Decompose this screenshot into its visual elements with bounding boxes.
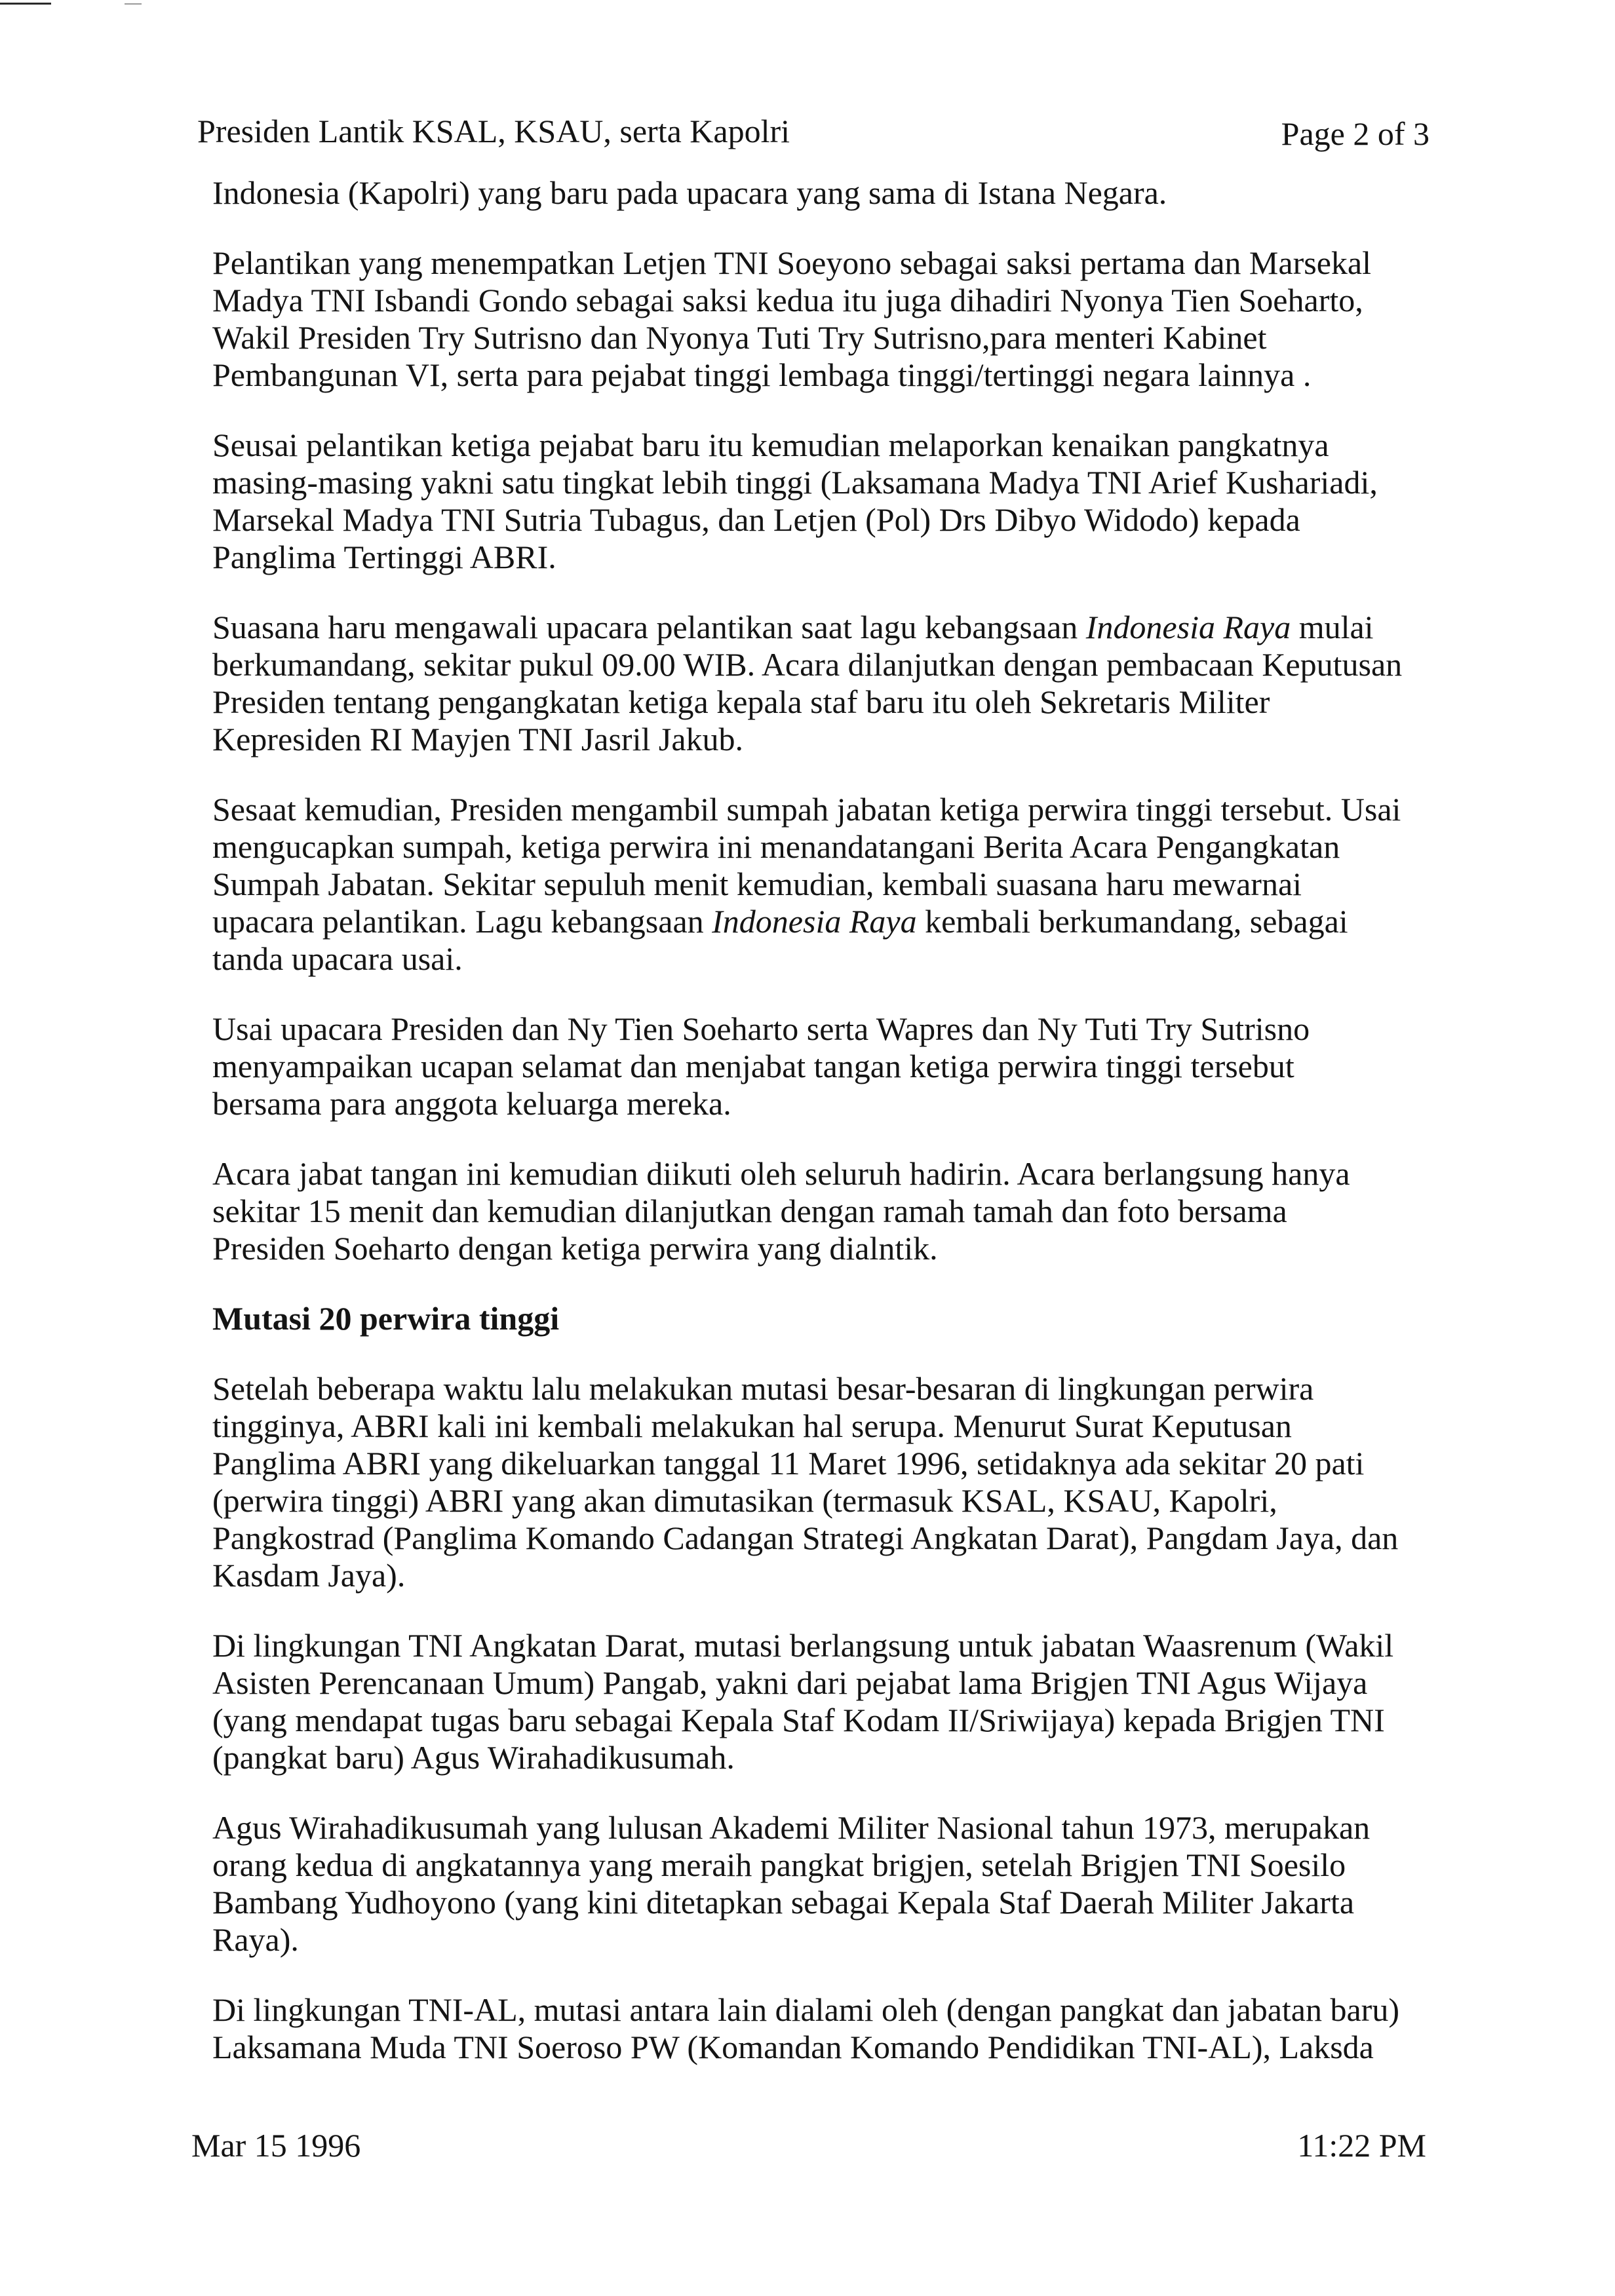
text-line: Kepresiden RI Mayjen TNI Jasril Jakub. — [212, 721, 744, 757]
text-line: Panglima Tertinggi ABRI. — [212, 539, 556, 575]
text-line: Panglima ABRI yang dikeluarkan tanggal 11 Maret 1996, setidaknya ada sekitar 20 pati — [212, 1445, 1365, 1482]
text-line: bersama para anggota keluarga mereka. — [212, 1085, 731, 1122]
scan-artifact-mark — [125, 3, 142, 5]
text-line: Indonesia (Kapolri) yang baru pada upacara yang sama di Istana Negara. — [212, 174, 1167, 211]
text-line: mengucapkan sumpah, ketiga perwira ini menandatangani Berita Acara Pengangkatan — [212, 828, 1340, 865]
text-line: tingginya, ABRI kali ini kembali melakukan hal serupa. Menurut Surat Keputusan — [212, 1407, 1292, 1444]
text-line: Sesaat kemudian, Presiden mengambil sumpah jabatan ketiga perwira tinggi tersebut. Usai — [212, 791, 1401, 828]
paragraph — [212, 609, 1458, 758]
paragraph — [212, 1370, 1458, 1594]
text-line: Pembangunan VI, serta para pejabat tinggi lembaga tinggi/tertinggi negara lainnya . — [212, 356, 1312, 393]
paragraph — [212, 244, 1458, 394]
heading-text: Mutasi 20 perwira tinggi — [212, 1300, 560, 1337]
section-heading — [212, 1300, 1458, 1337]
text-line: Di lingkungan TNI-AL, mutasi antara lain dialami oleh (dengan pangkat dan jabatan baru) — [212, 1991, 1399, 2028]
text-span: upacara pelantikan. Lagu kebangsaan — [212, 903, 712, 940]
text-line: Presiden tentang pengangkatan ketiga kepala staf baru itu oleh Sekretaris Militer — [212, 683, 1270, 720]
text-line: masing-masing yakni satu tingkat lebih tinggi (Laksamana Madya TNI Arief Kushariadi, — [212, 464, 1378, 501]
paragraph — [212, 174, 1458, 212]
text-span: kembali berkumandang, sebagai — [916, 903, 1348, 940]
paragraph — [212, 791, 1458, 978]
text-line: Raya). — [212, 1921, 299, 1958]
scan-artifact-line — [0, 3, 51, 5]
italic-text: Indonesia Raya — [1085, 609, 1291, 645]
text-line: (pangkat baru) Agus Wirahadikusumah. — [212, 1739, 735, 1776]
text-line: Presiden Soeharto dengan ketiga perwira yang dialntik. — [212, 1230, 938, 1267]
paragraph — [212, 1627, 1458, 1776]
text-line: Di lingkungan TNI Angkatan Darat, mutasi berlangsung untuk jabatan Waasrenum (Wakil — [212, 1627, 1394, 1664]
paragraph — [212, 1155, 1458, 1267]
footer-time: 11:22 PM — [1297, 2127, 1426, 2164]
text-line — [212, 903, 1458, 940]
paragraph — [212, 1010, 1458, 1122]
text-line: berkumandang, sekitar pukul 09.00 WIB. Acara dilanjutkan dengan pembacaan Keputusan — [212, 646, 1403, 683]
text-line — [212, 609, 1458, 646]
text-line: Asisten Perencanaan Umum) Pangab, yakni dari pejabat lama Brigjen TNI Agus Wijaya — [212, 1664, 1368, 1701]
paragraph — [212, 1809, 1458, 1959]
text-line: Usai upacara Presiden dan Ny Tien Soeharto serta Wapres dan Ny Tuti Try Sutrisno — [212, 1010, 1310, 1047]
text-line: (perwira tinggi) ABRI yang akan dimutasikan (termasuk KSAL, KSAU, Kapolri, — [212, 1482, 1277, 1519]
text-line: Madya TNI Isbandi Gondo sebagai saksi kedua itu juga dihadiri Nyonya Tien Soeharto, — [212, 282, 1363, 318]
text-span: mulai — [1291, 609, 1374, 645]
text-line: sekitar 15 menit dan kemudian dilanjutkan dengan ramah tamah dan foto bersama — [212, 1193, 1287, 1229]
paragraph — [212, 1991, 1458, 2066]
text-line: Wakil Presiden Try Sutrisno dan Nyonya Tuti Try Sutrisno,para menteri Kabinet — [212, 319, 1267, 356]
text-line: Marsekal Madya TNI Sutria Tubagus, dan Letjen (Pol) Drs Dibyo Widodo) kepada — [212, 501, 1300, 538]
header-title: Presiden Lantik KSAL, KSAU, serta Kapolri — [197, 113, 790, 149]
italic-text: Indonesia Raya — [712, 903, 917, 940]
text-line: Pelantikan yang menempatkan Letjen TNI Soeyono sebagai saksi pertama dan Marsekal — [212, 244, 1371, 281]
text-span: Suasana haru mengawali upacara pelantikan saat lagu kebangsaan — [212, 609, 1086, 645]
text-line: Pangkostrad (Panglima Komando Cadangan Strategi Angkatan Darat), Pangdam Jaya, dan — [212, 1520, 1399, 1556]
text-line: Kasdam Jaya). — [212, 1557, 406, 1594]
text-line: Acara jabat tangan ini kemudian diikuti oleh seluruh hadirin. Acara berlangsung hanya — [212, 1155, 1350, 1192]
footer-date: Mar 15 1996 — [191, 2127, 361, 2164]
text-line: Laksamana Muda TNI Soeroso PW (Komandan Komando Pendidikan TNI-AL), Laksda — [212, 2029, 1374, 2065]
page-number: Page 2 of 3 — [1281, 115, 1430, 152]
text-line: Setelah beberapa waktu lalu melakukan mutasi besar-besaran di lingkungan perwira — [212, 1370, 1314, 1407]
text-line: Agus Wirahadikusumah yang lulusan Akademi Militer Nasional tahun 1973, merupakan — [212, 1809, 1371, 1846]
text-line: Sumpah Jabatan. Sekitar sepuluh menit kemudian, kembali suasana haru mewarnai — [212, 866, 1302, 902]
text-line: orang kedua di angkatannya yang meraih pangkat brigjen, setelah Brigjen TNI Soesilo — [212, 1846, 1346, 1883]
text-line: (yang mendapat tugas baru sebagai Kepala Staf Kodam II/Sriwijaya) kepada Brigjen TNI — [212, 1702, 1385, 1738]
document-body — [212, 174, 1458, 2099]
paragraph — [212, 427, 1458, 576]
text-line: Seusai pelantikan ketiga pejabat baru itu kemudian melaporkan kenaikan pangkatnya — [212, 427, 1329, 463]
text-line: tanda upacara usai. — [212, 940, 463, 977]
text-line: Bambang Yudhoyono (yang kini ditetapkan sebagai Kepala Staf Daerah Militer Jakarta — [212, 1884, 1355, 1921]
text-line: menyampaikan ucapan selamat dan menjabat tangan ketiga perwira tinggi tersebut — [212, 1048, 1294, 1084]
